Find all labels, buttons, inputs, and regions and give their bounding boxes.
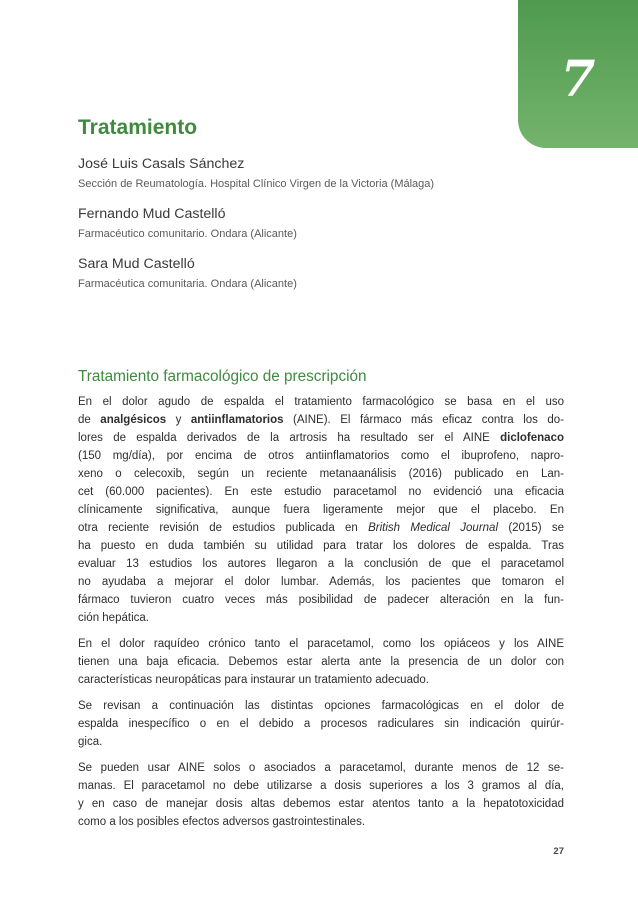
text-line: ción hepática. bbox=[78, 612, 149, 624]
paragraph bbox=[78, 697, 564, 751]
chapter-number: 7 bbox=[560, 49, 596, 108]
text-line: xeno o celecoxib, según un reciente metanaanálisis (2016) publicado en Lan- bbox=[78, 468, 564, 480]
author-block bbox=[78, 255, 297, 291]
chapter-tab bbox=[518, 0, 638, 148]
text-line: Se revisan a continuación las distintas opciones farmacológicas en el dolor de bbox=[78, 700, 564, 712]
paragraph bbox=[78, 393, 564, 627]
text-line: no ayudaba a mejorar el dolor lumbar. Además, los pacientes que tomaron el bbox=[78, 576, 564, 588]
text-line: Se pueden usar AINE solos o asociados a paracetamol, durante menos de 12 se- bbox=[78, 762, 564, 774]
text-line: y en caso de manejar dosis altas debemos estar atentos tanto a la hepatotoxicidad bbox=[78, 798, 564, 810]
page-number: 27 bbox=[553, 846, 564, 857]
text-line: cet (60.000 pacientes). En este estudio paracetamol no evidenció una eficacia bbox=[78, 486, 564, 498]
paragraph bbox=[78, 635, 564, 689]
chapter-title: Tratamiento bbox=[78, 116, 198, 139]
text-line: como a los posibles efectos adversos gastrointestinales. bbox=[78, 816, 366, 828]
text-line: gica. bbox=[78, 736, 103, 748]
section-heading: Tratamiento farmacológico de prescripción bbox=[78, 368, 367, 385]
paragraph bbox=[78, 759, 564, 831]
author-affiliation: Farmacéutica comunitaria. Ondara (Alicante) bbox=[78, 278, 297, 290]
text-line: ha puesto en duda también su utilidad para tratar los dolores de espalda. Tras bbox=[78, 540, 564, 552]
text-line: tienen una baja eficacia. Debemos estar alerta ante la presencia de un dolor con bbox=[78, 656, 564, 668]
text-line: clínicamente significativa, aunque fuera ligeramente mejor que el placebo. En bbox=[78, 504, 564, 516]
author-name: José Luis Casals Sánchez bbox=[78, 156, 245, 172]
text-line: evaluar 13 estudios los autores llegaron a la conclusión de que el paracetamol bbox=[78, 558, 564, 570]
text-line: lores de espalda derivados de la artrosis ha resultado ser el AINE diclofenaco bbox=[78, 432, 564, 444]
author-block bbox=[78, 205, 297, 241]
author-affiliation: Sección de Reumatología. Hospital Clínico Virgen de la Victoria (Málaga) bbox=[78, 178, 435, 190]
bold-term: analgésicos bbox=[100, 414, 167, 426]
text-line: En el dolor raquídeo crónico tanto el paracetamol, como los opiáceos y los AINE bbox=[78, 638, 564, 650]
text-line: (150 mg/día), por encima de otros antiinflamatorios como el ibuprofeno, napro- bbox=[78, 450, 564, 462]
bold-term: antiinflamatorios bbox=[190, 414, 284, 426]
body-text bbox=[78, 393, 564, 839]
text-line: otra reciente revisión de estudios publicada en British Medical Journal (2015) se bbox=[78, 522, 565, 534]
author-name: Fernando Mud Castelló bbox=[78, 206, 226, 222]
text-line: características neuropáticas para instaurar un tratamiento adecuado. bbox=[78, 674, 429, 686]
author-block bbox=[78, 155, 434, 191]
text-line: de analgésicos y antiinflamatorios (AINE). El fármaco más eficaz contra los do- bbox=[78, 414, 565, 426]
author-name: Sara Mud Castelló bbox=[78, 256, 195, 272]
author-affiliation: Farmacéutico comunitario. Ondara (Alicante) bbox=[78, 228, 297, 240]
text-line: fármaco tuvieron cuatro veces más posibilidad de padecer alteración en la fun- bbox=[78, 594, 564, 606]
text-line: espalda inespecífico o en el debido a procesos radiculares sin indicación quirúr- bbox=[78, 718, 564, 730]
journal-title: British Medical Journal bbox=[368, 522, 499, 534]
text-line: En el dolor agudo de espalda el tratamiento farmacológico se basa en el uso bbox=[78, 396, 564, 408]
text-line: manas. El paracetamol no debe utilizarse a dosis superiores a los 3 gramos al día, bbox=[78, 780, 564, 792]
bold-term: diclofenaco bbox=[500, 432, 564, 444]
